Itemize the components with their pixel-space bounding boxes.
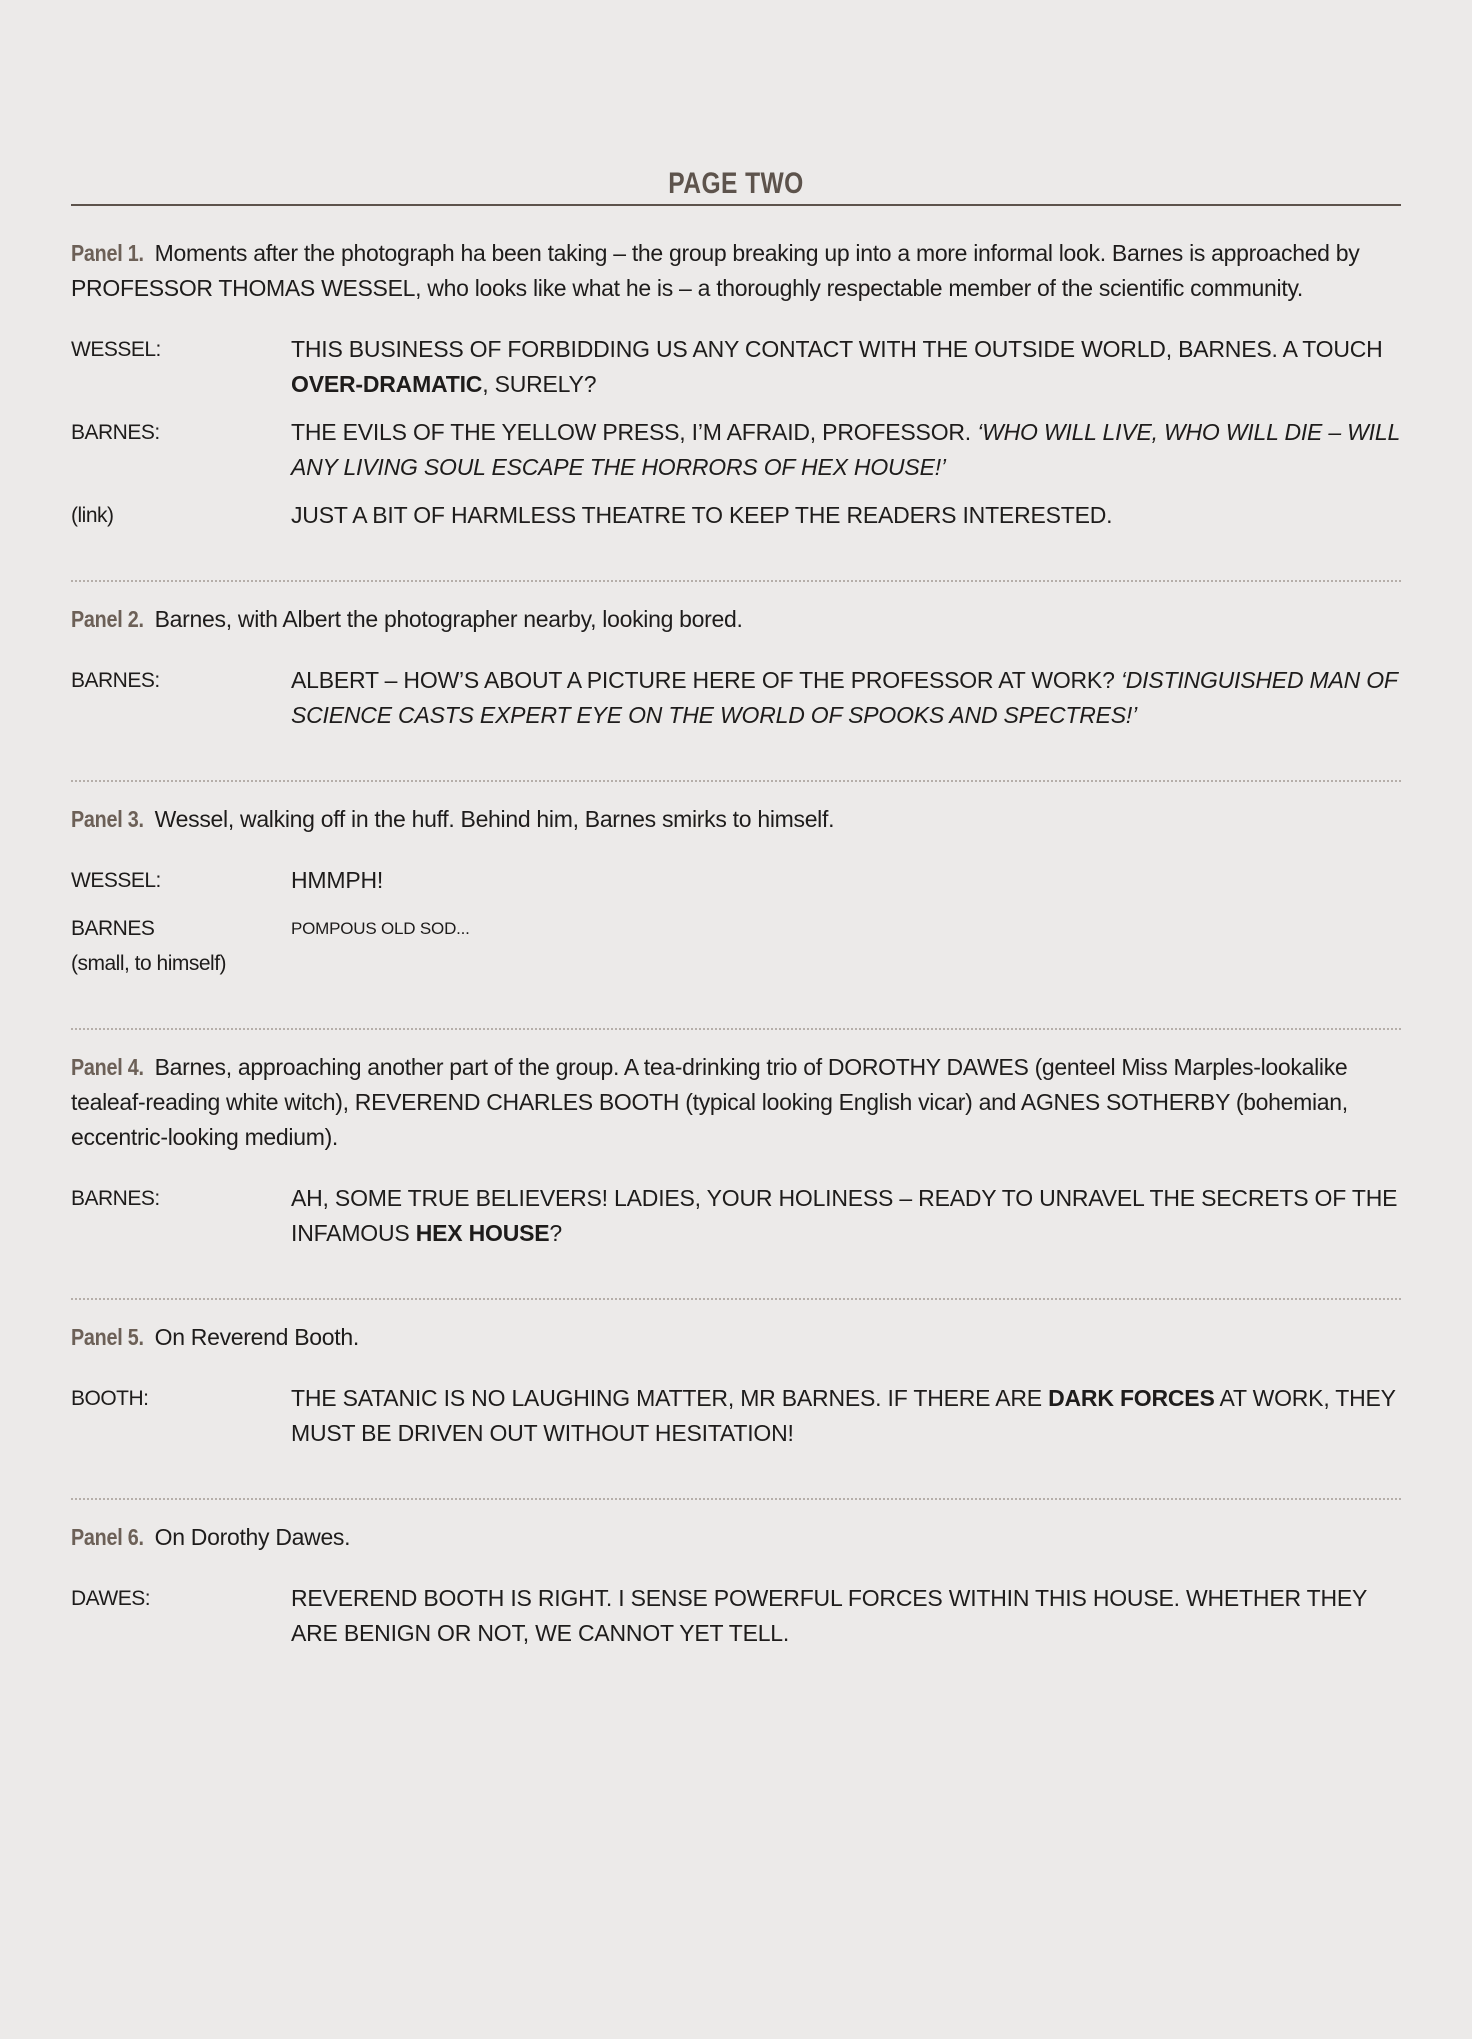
dialogue-text: ? xyxy=(549,1220,562,1246)
panel-description xyxy=(71,1320,1401,1355)
speaker-name: BARNES: xyxy=(71,669,160,692)
dialogue-line: HMMPH! xyxy=(291,867,384,893)
speaker-name xyxy=(71,911,291,981)
panel-divider xyxy=(71,580,1401,582)
dialogue-line xyxy=(291,1381,1401,1451)
speaker-name: (link) xyxy=(71,504,114,527)
dialogue-row xyxy=(71,1581,1401,1651)
panel-3 xyxy=(71,802,1401,1016)
dialogue-line: POMPOUS OLD SOD... xyxy=(291,919,470,938)
panel-description-text: Barnes, with Albert the photographer nearby, looking bored. xyxy=(148,606,743,632)
dialogue-emphasis: HEX HOUSE xyxy=(415,1220,550,1246)
speaker-label: BARNES xyxy=(71,917,155,940)
panel-label: Panel 5. xyxy=(71,1324,144,1350)
speaker-name: WESSEL: xyxy=(71,869,161,892)
panel-description-text: Wessel, walking off in the huff. Behind him, Barnes smirks to himself. xyxy=(148,806,835,832)
dialogue-emphasis: OVER-DRAMATIC xyxy=(291,371,483,397)
panel-6 xyxy=(71,1520,1401,1686)
panel-1 xyxy=(71,236,1401,568)
dialogue-text: ALBERT – HOW’S ABOUT A PICTURE HERE OF THE PROFESSOR AT WORK? xyxy=(291,667,1121,693)
dialogue-row xyxy=(71,1181,1401,1251)
dialogue-row xyxy=(71,663,1401,733)
dialogue-text: AH, SOME TRUE BELIEVERS! LADIES, YOUR HOLINESS – READY TO UNRAVEL THE SECRETS OF THE INFAMOUS xyxy=(291,1185,1398,1246)
speaker-note: (small, to himself) xyxy=(71,952,227,975)
panel-label: Panel 4. xyxy=(71,1054,144,1080)
panel-description xyxy=(71,1520,1401,1555)
dialogue-italic: ANY LIVING SOUL ESCAPE THE HORRORS OF HEX HOUSE!’ xyxy=(291,454,946,480)
dialogue-line xyxy=(291,663,1401,733)
speaker-name: WESSEL: xyxy=(71,338,161,361)
panel-description xyxy=(71,802,1401,837)
dialogue-row xyxy=(71,415,1401,485)
page-title: PAGE TWO xyxy=(668,167,804,200)
panel-description xyxy=(71,1050,1401,1155)
panel-label: Panel 6. xyxy=(71,1524,144,1550)
panel-2 xyxy=(71,602,1401,768)
dialogue-row xyxy=(71,911,1401,981)
dialogue-text: , SURELY? xyxy=(482,371,597,397)
dialogue-text: THE EVILS OF THE YELLOW PRESS, I’M AFRAID, PROFESSOR. xyxy=(291,419,978,445)
panel-divider xyxy=(71,1298,1401,1300)
panel-divider xyxy=(71,780,1401,782)
panel-description-text: Moments after the photograph ha been taking – the group breaking up into a more informal look. Barnes is approached by PROFESSOR THOMAS WESSEL, who looks like what he is – a thoroughly respectable member of the scientific community. xyxy=(71,240,1360,301)
dialogue-row xyxy=(71,1381,1401,1451)
dialogue-emphasis: DARK FORCES xyxy=(1048,1385,1215,1411)
panel-label: Panel 3. xyxy=(71,806,144,832)
script-page xyxy=(71,160,1401,1686)
panel-5 xyxy=(71,1320,1401,1486)
dialogue-line: JUST A BIT OF HARMLESS THEATRE TO KEEP THE READERS INTERESTED. xyxy=(291,502,1113,528)
panel-divider xyxy=(71,1028,1401,1030)
dialogue-line: REVEREND BOOTH IS RIGHT. I SENSE POWERFUL FORCES WITHIN THIS HOUSE. WHETHER THEY ARE BENIGN OR NOT, WE CANNOT YET TELL. xyxy=(291,1585,1367,1646)
panel-description-text: On Reverend Booth. xyxy=(148,1324,359,1350)
dialogue-line xyxy=(291,1181,1401,1251)
dialogue-row xyxy=(71,332,1401,402)
dialogue-row xyxy=(71,498,1401,533)
speaker-name: BARNES: xyxy=(71,421,160,444)
panel-4 xyxy=(71,1050,1401,1286)
dialogue-line xyxy=(291,415,1401,485)
panel-description xyxy=(71,236,1401,306)
dialogue-row xyxy=(71,863,1401,898)
dialogue-italic: ‘WHO WILL LIVE, WHO WILL DIE – WILL xyxy=(977,419,1401,445)
dialogue-line xyxy=(291,332,1401,402)
speaker-name: DAWES: xyxy=(71,1587,151,1610)
panel-label: Panel 1. xyxy=(71,240,144,266)
title-rule xyxy=(71,204,1401,206)
dialogue-text: THIS BUSINESS OF FORBIDDING US ANY CONTACT WITH THE OUTSIDE WORLD, BARNES. A TOUCH xyxy=(291,336,1383,362)
dialogue-text: THE SATANIC IS NO LAUGHING MATTER, MR BARNES. IF THERE ARE xyxy=(291,1385,1049,1411)
panel-label: Panel 2. xyxy=(71,606,144,632)
panel-description-text: Barnes, approaching another part of the group. A tea-drinking trio of DOROTHY DAWES (genteel Miss Marples-lookalike tealeaf-reading white witch), REVEREND CHARLES BOOTH (typical looking English vicar) and AGNES SOTHERBY (bohemian, eccentric-looking medium). xyxy=(71,1054,1348,1150)
speaker-name: BARNES: xyxy=(71,1187,160,1210)
dialogue-italic: ‘DISTINGUISHED MAN OF SCIENCE CASTS EXPERT EYE ON THE WORLD OF SPOOKS AND SPECTRES!’ xyxy=(291,667,1398,728)
panel-description-text: On Dorothy Dawes. xyxy=(148,1524,351,1550)
speaker-name: BOOTH: xyxy=(71,1387,149,1410)
panel-description xyxy=(71,602,1401,637)
dialogue-text: AT WORK, THEY MUST BE DRIVEN OUT WITHOUT HESITATION! xyxy=(291,1385,1396,1446)
panel-divider xyxy=(71,1498,1401,1500)
